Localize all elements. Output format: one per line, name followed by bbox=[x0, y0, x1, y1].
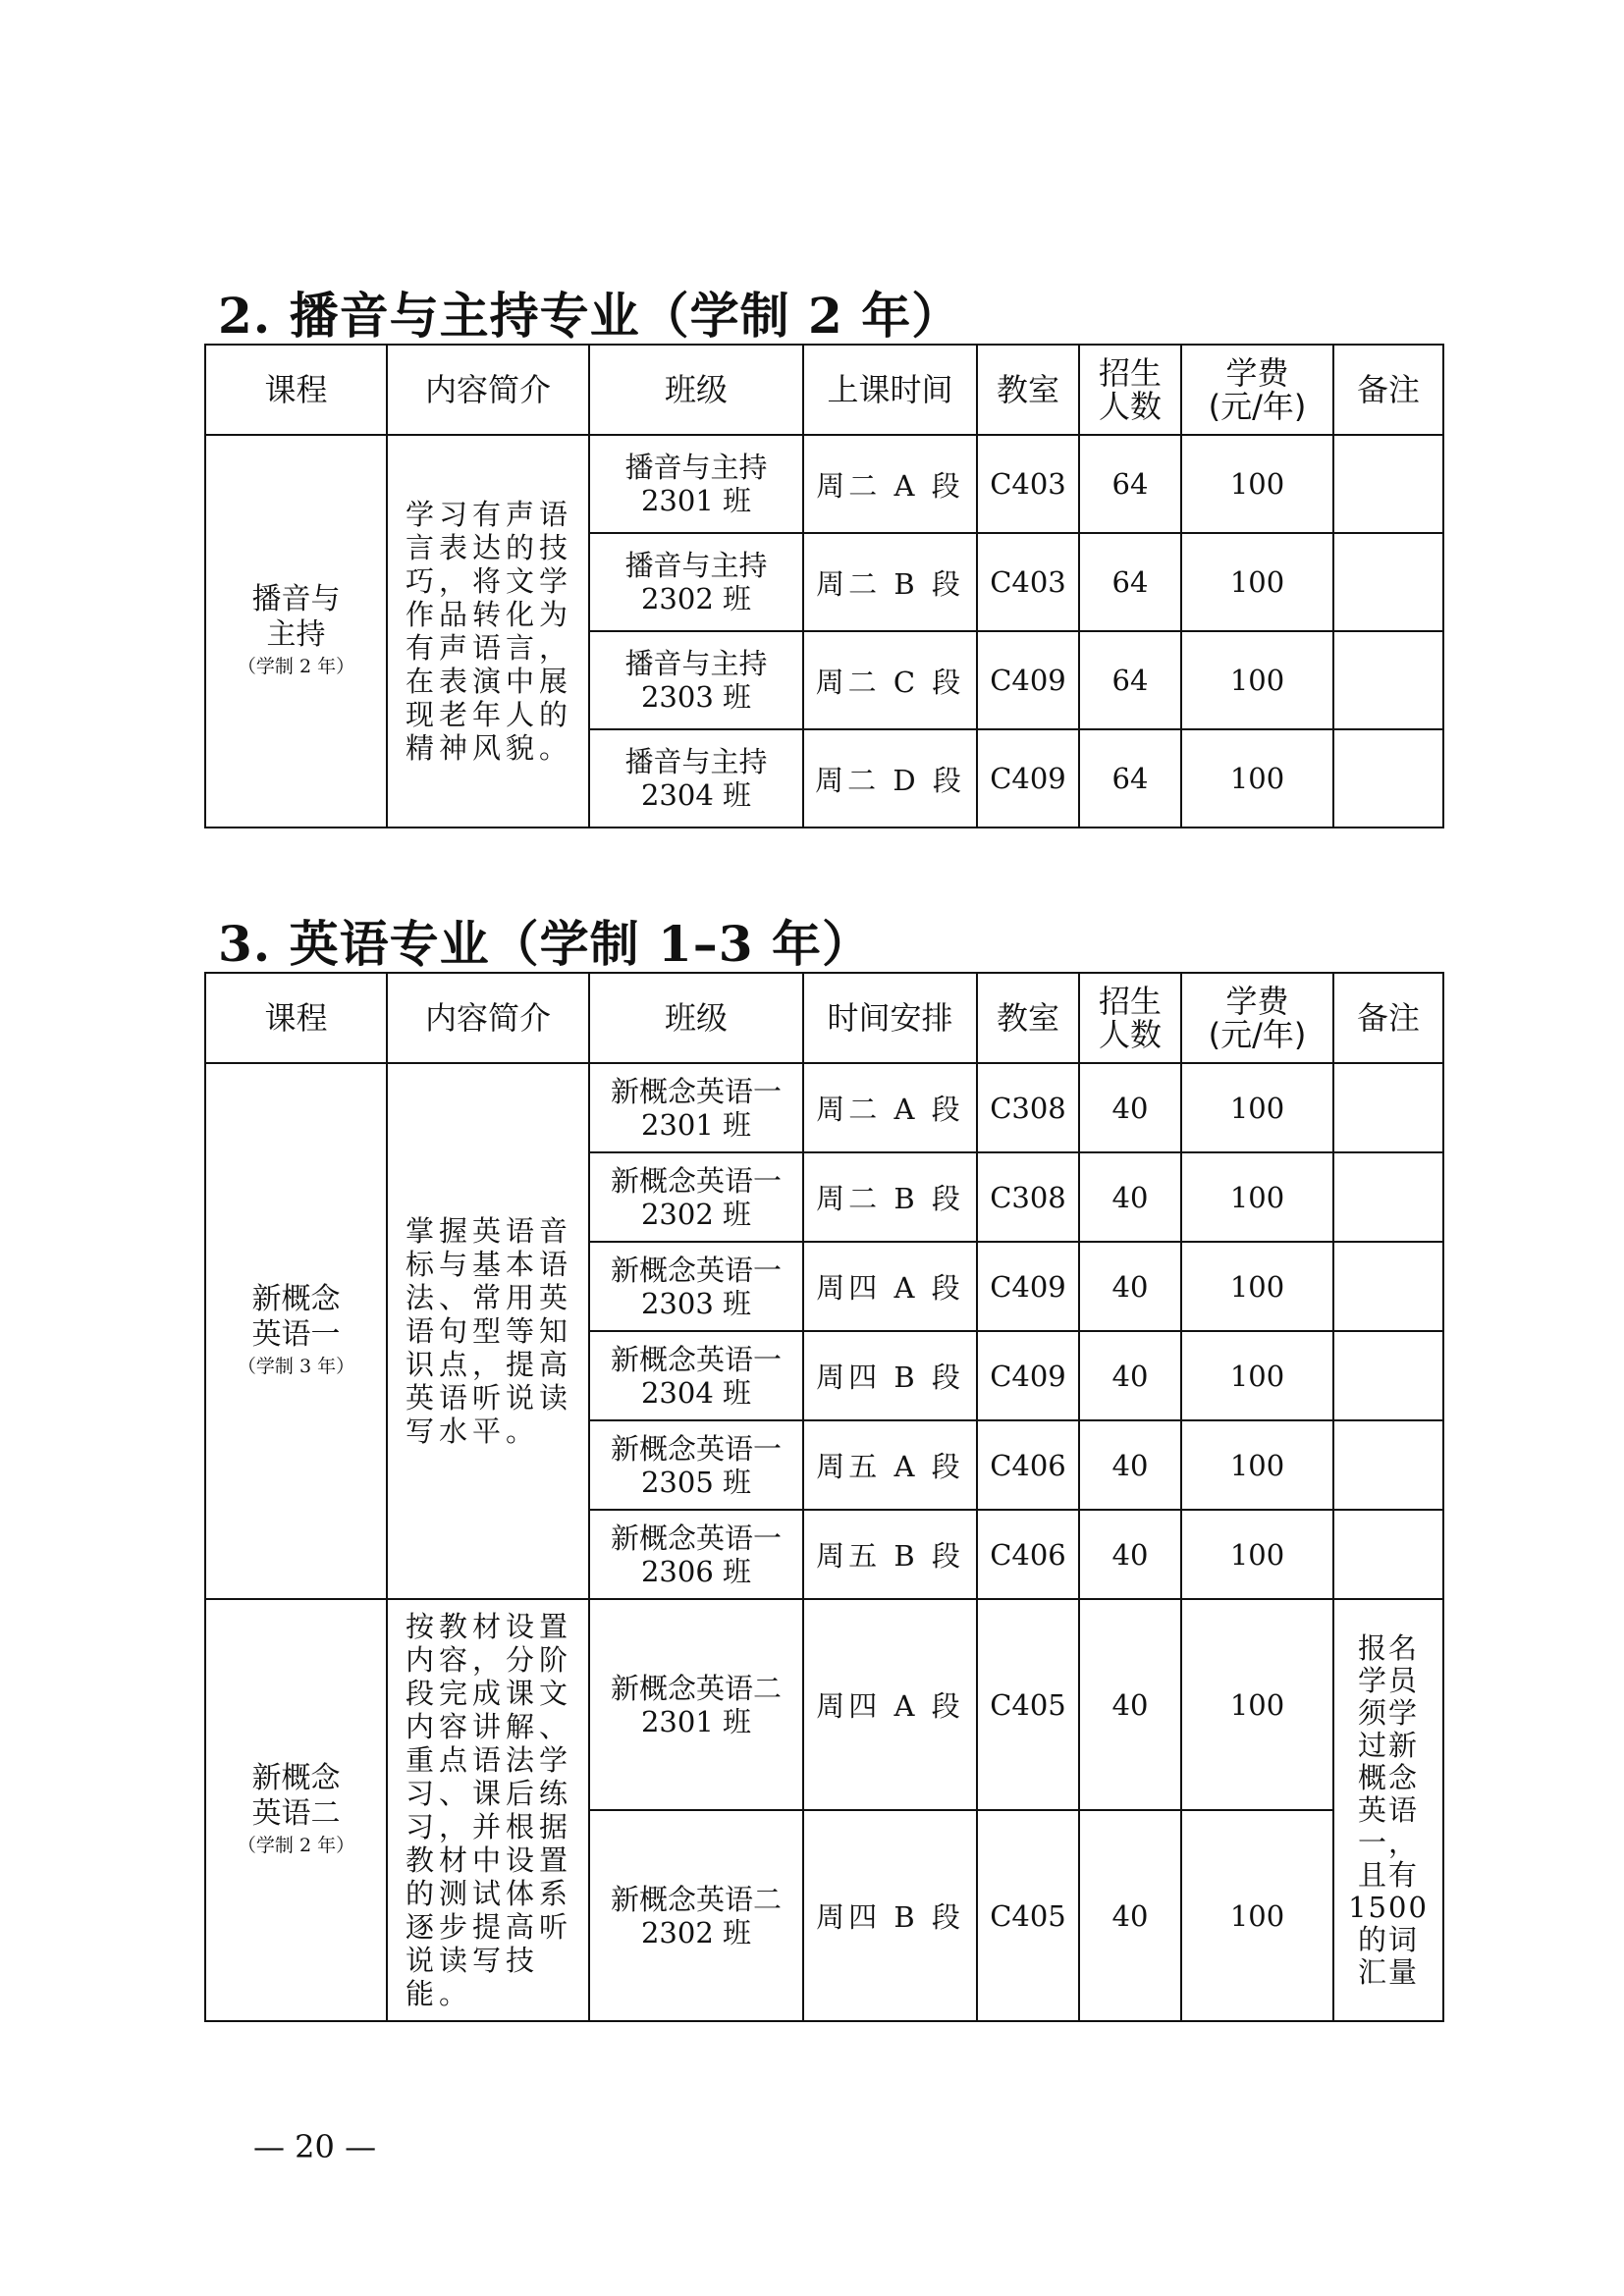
note bbox=[1333, 533, 1443, 631]
class-time: 周二 A 段 bbox=[803, 435, 977, 533]
classroom: C403 bbox=[977, 435, 1079, 533]
class-name: 播音与主持 2303 班 bbox=[589, 631, 803, 729]
classroom: C409 bbox=[977, 1331, 1079, 1420]
class-time: 周四 A 段 bbox=[803, 1242, 977, 1331]
class-time: 周四 A 段 bbox=[803, 1599, 977, 1810]
header-room: 教室 bbox=[977, 973, 1079, 1063]
tuition: 100 bbox=[1181, 435, 1333, 533]
note bbox=[1333, 1510, 1443, 1599]
table-row bbox=[205, 1599, 1443, 1810]
course-table-broadcasting bbox=[204, 344, 1444, 828]
note bbox=[1333, 435, 1443, 533]
class-time: 周二 C 段 bbox=[803, 631, 977, 729]
classroom: C406 bbox=[977, 1510, 1079, 1599]
course-name: 新概念 英语二 bbox=[251, 1761, 341, 1831]
note bbox=[1333, 1063, 1443, 1152]
header-class: 班级 bbox=[589, 345, 803, 435]
classroom: C409 bbox=[977, 631, 1079, 729]
header-description: 内容简介 bbox=[387, 973, 589, 1063]
tuition: 100 bbox=[1181, 1810, 1333, 2021]
enrollment: 40 bbox=[1079, 1331, 1181, 1420]
note bbox=[1333, 1331, 1443, 1420]
classroom: C405 bbox=[977, 1599, 1079, 1810]
header-room: 教室 bbox=[977, 345, 1079, 435]
header-note: 备注 bbox=[1333, 345, 1443, 435]
course-duration: （学制 2 年） bbox=[237, 656, 355, 677]
classroom: C308 bbox=[977, 1152, 1079, 1242]
tuition: 100 bbox=[1181, 1331, 1333, 1420]
class-name: 新概念英语一 2302 班 bbox=[589, 1152, 803, 1242]
note bbox=[1333, 1420, 1443, 1510]
classroom: C409 bbox=[977, 1242, 1079, 1331]
class-time: 周二 D 段 bbox=[803, 729, 977, 828]
header-note: 备注 bbox=[1333, 973, 1443, 1063]
classroom: C405 bbox=[977, 1810, 1079, 2021]
class-time: 周五 A 段 bbox=[803, 1420, 977, 1510]
header-course: 课程 bbox=[205, 973, 387, 1063]
table-header-row bbox=[205, 973, 1443, 1063]
class-name: 播音与主持 2302 班 bbox=[589, 533, 803, 631]
class-name: 播音与主持 2301 班 bbox=[589, 435, 803, 533]
course-description: 学习有声语言表达的技巧，将文学作品转化为有声语言，在表演中展现老年人的精神风貌。 bbox=[387, 435, 589, 828]
class-name: 新概念英语二 2302 班 bbox=[589, 1810, 803, 2021]
table-header-row bbox=[205, 345, 1443, 435]
enrollment: 40 bbox=[1079, 1510, 1181, 1599]
course-name: 播音与 主持 bbox=[251, 582, 341, 652]
course-description: 掌握英语音标与基本语法、常用英语句型等知识点，提高英语听说读写水平。 bbox=[387, 1063, 589, 1599]
classroom: C403 bbox=[977, 533, 1079, 631]
tuition: 100 bbox=[1181, 1599, 1333, 1810]
note bbox=[1333, 631, 1443, 729]
course-description: 按教材设置内容，分阶段完成课文内容讲解、重点语法学习、课后练习，并根据教材中设置的测试体系逐步提高听说读写技能。 bbox=[387, 1599, 589, 2021]
tuition: 100 bbox=[1181, 1420, 1333, 1510]
course-cell bbox=[205, 1063, 387, 1599]
note bbox=[1333, 1152, 1443, 1242]
enrollment: 40 bbox=[1079, 1152, 1181, 1242]
course-table-english bbox=[204, 972, 1444, 2022]
table-row bbox=[205, 1063, 1443, 1152]
class-name: 新概念英语一 2306 班 bbox=[589, 1510, 803, 1599]
course-duration: （学制 3 年） bbox=[237, 1356, 355, 1377]
class-name: 新概念英语一 2305 班 bbox=[589, 1420, 803, 1510]
class-name: 新概念英语二 2301 班 bbox=[589, 1599, 803, 1810]
note: 报名学员须学过新概念英语一，且有1500的词汇量 bbox=[1333, 1599, 1443, 2021]
course-name: 新概念 英语一 bbox=[251, 1282, 341, 1352]
class-name: 播音与主持 2304 班 bbox=[589, 729, 803, 828]
note bbox=[1333, 729, 1443, 828]
course-duration: （学制 2 年） bbox=[237, 1835, 355, 1856]
classroom: C406 bbox=[977, 1420, 1079, 1510]
enrollment: 64 bbox=[1079, 729, 1181, 828]
tuition: 100 bbox=[1181, 1510, 1333, 1599]
header-enrollment: 招生 人数 bbox=[1079, 345, 1181, 435]
note bbox=[1333, 1242, 1443, 1331]
enrollment: 40 bbox=[1079, 1420, 1181, 1510]
enrollment: 64 bbox=[1079, 631, 1181, 729]
class-time: 周二 A 段 bbox=[803, 1063, 977, 1152]
class-time: 周五 B 段 bbox=[803, 1510, 977, 1599]
tuition: 100 bbox=[1181, 631, 1333, 729]
enrollment: 40 bbox=[1079, 1063, 1181, 1152]
header-course: 课程 bbox=[205, 345, 387, 435]
tuition: 100 bbox=[1181, 1063, 1333, 1152]
header-fee: 学费 (元/年) bbox=[1181, 345, 1333, 435]
course-cell bbox=[205, 435, 387, 828]
header-time: 时间安排 bbox=[803, 973, 977, 1063]
enrollment: 64 bbox=[1079, 435, 1181, 533]
class-time: 周二 B 段 bbox=[803, 1152, 977, 1242]
table-row bbox=[205, 435, 1443, 533]
header-fee: 学费 (元/年) bbox=[1181, 973, 1333, 1063]
header-class: 班级 bbox=[589, 973, 803, 1063]
class-name: 新概念英语一 2303 班 bbox=[589, 1242, 803, 1331]
course-cell bbox=[205, 1599, 387, 2021]
header-description: 内容简介 bbox=[387, 345, 589, 435]
tuition: 100 bbox=[1181, 729, 1333, 828]
header-enrollment: 招生 人数 bbox=[1079, 973, 1181, 1063]
enrollment: 40 bbox=[1079, 1810, 1181, 2021]
classroom: C308 bbox=[977, 1063, 1079, 1152]
class-time: 周四 B 段 bbox=[803, 1810, 977, 2021]
tuition: 100 bbox=[1181, 533, 1333, 631]
class-name: 新概念英语一 2301 班 bbox=[589, 1063, 803, 1152]
section-title: 3. 英语专业（学制 1–3 年） bbox=[218, 915, 872, 973]
classroom: C409 bbox=[977, 729, 1079, 828]
class-time: 周四 B 段 bbox=[803, 1331, 977, 1420]
enrollment: 40 bbox=[1079, 1599, 1181, 1810]
enrollment: 40 bbox=[1079, 1242, 1181, 1331]
page-number: — 20 — bbox=[253, 2128, 377, 2165]
section-title: 2. 播音与主持专业（学制 2 年） bbox=[218, 287, 962, 345]
enrollment: 64 bbox=[1079, 533, 1181, 631]
class-time: 周二 B 段 bbox=[803, 533, 977, 631]
tuition: 100 bbox=[1181, 1152, 1333, 1242]
tuition: 100 bbox=[1181, 1242, 1333, 1331]
header-time: 上课时间 bbox=[803, 345, 977, 435]
class-name: 新概念英语一 2304 班 bbox=[589, 1331, 803, 1420]
